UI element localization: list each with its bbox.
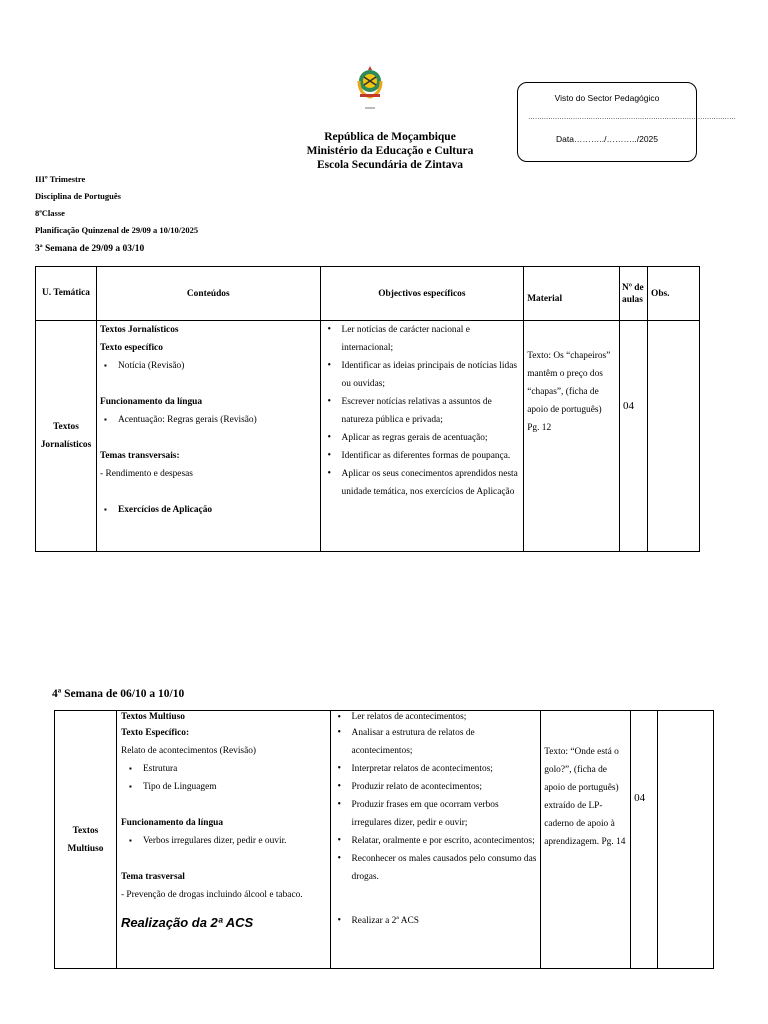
content-line: Temas transversais: xyxy=(99,451,180,461)
table-header-row xyxy=(36,267,700,321)
content-line: Textos Jornalísticos xyxy=(99,325,179,335)
material-cell: Texto: Os “chapeiros” mantêm o preço dos “chapas”, (ficha de apoio de português) Pg. 12 xyxy=(524,321,620,552)
visto-date: Data………../………../2025 xyxy=(555,134,659,144)
material-cell: Texto: “Onde está o golo?”, (ficha de apoio de português) extraído de LP- caderno de apoio à aprendizagem. Pg. 14 xyxy=(541,711,631,969)
ministry-title: Ministério da Educação e Cultura xyxy=(306,145,474,157)
conteudos-cell xyxy=(116,711,330,969)
list-item: ▪ Acentuação: Regras gerais (Revisão) xyxy=(100,411,317,429)
objectivos-cell xyxy=(320,321,524,552)
content-line: Texto Específico: xyxy=(120,728,190,738)
content-line: Funcionamento da língua xyxy=(99,397,203,407)
classe-label: 8ªClasse xyxy=(35,208,65,218)
objective-item: • Ler relatos de acontecimentos; xyxy=(334,711,538,724)
acs-heading: Realização da 2ª ACS xyxy=(120,915,254,930)
list-item: ▪ Tipo de Linguagem xyxy=(121,778,327,796)
week3-title: 3ª Semana de 29/09 a 03/10 xyxy=(35,244,145,254)
objective-item: • Identificar as ideias principais de notícias lidas ou ouvidas; xyxy=(324,357,521,393)
list-item: ▪ Verbos irregulares dizer, pedir e ouvir. xyxy=(121,832,327,850)
objectivos-cell xyxy=(330,711,541,969)
visto-signature-line: ………………………………………………………………………………… xyxy=(528,114,736,121)
objective-item: • Identificar as diferentes formas de poupança. xyxy=(324,447,521,465)
content-line: Textos Multiuso xyxy=(120,712,185,722)
col-aulas: Nº de aulas xyxy=(620,267,648,321)
list-item: ▪ Estrutura xyxy=(121,760,327,778)
objective-item: • Ler notícias de carácter nacional e internacional; xyxy=(324,321,521,357)
aulas-cell: 04 xyxy=(620,321,648,552)
content-line: Funcionamento da língua xyxy=(120,818,224,828)
visto-box xyxy=(517,82,736,162)
content-line: Tema trasversal xyxy=(120,872,185,882)
content-line: - Prevenção de drogas incluindo álcool e tabaco. xyxy=(120,890,303,900)
col-material: Material xyxy=(524,267,620,321)
objective-item: • Produzir frases em que ocorram verbos irregulares dizer, pedir e ouvir; xyxy=(334,796,538,832)
week4-title: 4ª Semana de 06/10 a 10/10 xyxy=(52,688,185,700)
week4-table xyxy=(54,710,714,969)
objective-item: • Analisar a estrutura de relatos de acontecimentos; xyxy=(334,724,538,760)
disciplina-label: Disciplina de Português xyxy=(35,191,121,201)
republic-title: República de Moçambique xyxy=(324,131,456,143)
school-title: Escola Secundária de Zintava xyxy=(316,159,463,171)
objective-item: • Relatar, oralmente e por escrito, acontecimentos; xyxy=(334,832,538,850)
visto-title: Visto do Sector Pedagógico xyxy=(554,93,660,103)
content-line: Relato de acontecimentos (Revisão) xyxy=(120,746,257,756)
col-objectivos: Objectivos específicos xyxy=(320,267,524,321)
mozambique-emblem-icon xyxy=(356,64,384,110)
week3-table xyxy=(35,266,700,552)
objective-item: • Aplicar as regras gerais de acentuação; xyxy=(324,429,521,447)
list-item: ▪ Exercícios de Aplicação xyxy=(100,501,317,519)
tematica-cell: Textos Jornalísticos xyxy=(36,321,97,552)
planificacao-label: Planificação Quinzenal de 29/09 a 10/10/2025 xyxy=(35,225,199,235)
tematica-cell: Textos Multiuso xyxy=(55,711,117,969)
obs-cell xyxy=(658,711,714,969)
objective-item: • Realizar a 2ª ACS xyxy=(334,912,538,930)
col-obs: Obs. xyxy=(648,267,700,321)
table-row xyxy=(55,711,714,969)
objective-item: • Aplicar os seus conecimentos aprendidos nesta unidade temática, nos exercícios de Aplicação xyxy=(324,465,521,501)
content-line: - Rendimento e despesas xyxy=(99,469,193,479)
objective-item: • Escrever notícias relativas a assuntos de natureza pública e privada; xyxy=(324,393,521,429)
col-tematica: U. Temática xyxy=(36,267,97,321)
aulas-cell: 04 xyxy=(631,711,658,969)
trimestre-label: IIIº Trimestre xyxy=(35,174,86,184)
objective-item: • Produzir relato de acontecimentos; xyxy=(334,778,538,796)
obs-cell xyxy=(648,321,700,552)
objective-item: • Interpretar relatos de acontecimentos; xyxy=(334,760,538,778)
content-line: Texto específico xyxy=(99,343,163,353)
conteudos-cell xyxy=(96,321,320,552)
col-conteudos: Conteúdos xyxy=(96,267,320,321)
objective-item: • Reconhecer os males causados pelo consumo das drogas. xyxy=(334,850,538,886)
list-item: ▪ Notícia (Revisão) xyxy=(100,357,317,375)
table-row xyxy=(36,321,700,552)
